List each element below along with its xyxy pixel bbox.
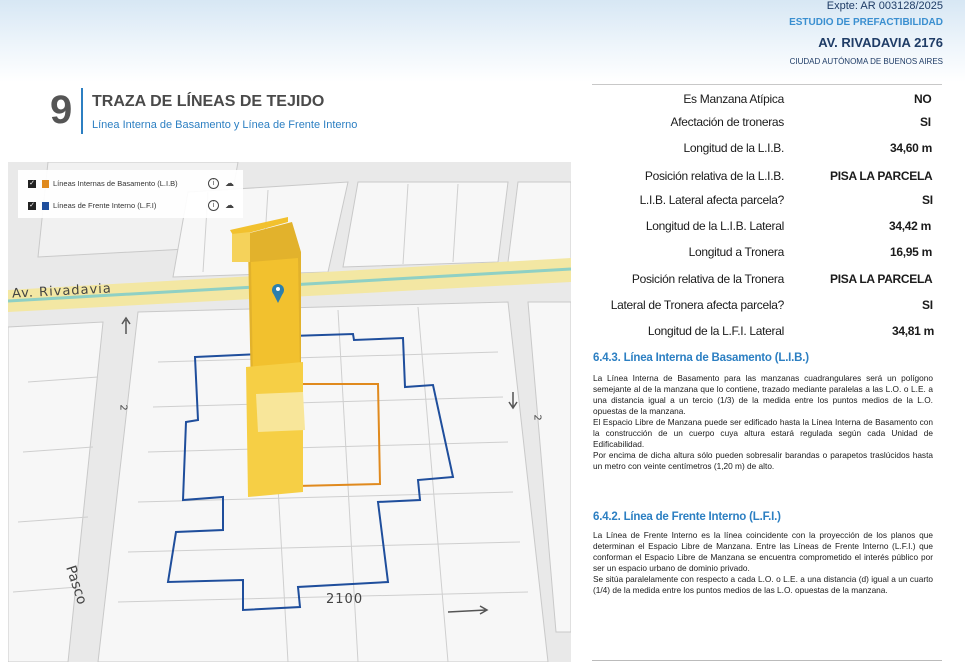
row-label: L.I.B. Lateral afecta parcela?	[639, 193, 784, 207]
footer-rule	[592, 660, 942, 661]
study-type: ESTUDIO DE PREFACTIBILIDAD	[789, 17, 943, 28]
row-value: 34,42 m	[889, 219, 931, 233]
street-marker-left: 2	[117, 404, 129, 411]
street-label-pasco: Pasco	[62, 563, 90, 607]
city-name: CIUDAD AUTÓNOMA DE BUENOS AIRES	[789, 57, 943, 66]
info-icon[interactable]: i	[208, 178, 219, 189]
section-title: TRAZA DE LÍNEAS DE TEJIDO	[92, 93, 325, 110]
street-marker-right: 2	[531, 414, 543, 421]
row-label: Afectación de troneras	[670, 115, 784, 129]
row-value: SI	[920, 115, 931, 129]
legend-label-lfi: Líneas de Frente Interno (L.F.I)	[53, 201, 157, 210]
map-canvas	[8, 162, 571, 662]
lib-text	[593, 373, 933, 472]
map-legend	[18, 170, 243, 218]
table-row	[592, 165, 942, 185]
table-row	[592, 215, 942, 235]
section-divider	[81, 88, 83, 134]
row-label: Es Manzana Atípica	[683, 92, 784, 106]
row-value: 34,60 m	[890, 141, 932, 155]
lib-heading: 6.4.3. Línea Interna de Basamento (L.I.B.)	[593, 352, 809, 364]
table-row	[592, 189, 942, 209]
row-value: PISA LA PARCELA	[830, 272, 933, 286]
table-row	[592, 88, 942, 108]
lfi-paragraph: Se sitúa paralelamente con respecto a cada L.O. o L.E. a una distancia (d) igual a un cuarto (1/4) de la medida entre los puntos medios de las L.O. opuestas de la manzana.	[593, 574, 933, 595]
legend-label-lib: Líneas Internas de Basamento (L.I.B)	[53, 179, 178, 188]
table-row	[592, 268, 942, 288]
row-value: 34,81 m	[892, 324, 934, 338]
row-label: Longitud a Tronera	[688, 245, 784, 259]
row-value: PISA LA PARCELA	[830, 169, 933, 183]
section-subtitle: Línea Interna de Basamento y Línea de Frente Interno	[92, 119, 358, 131]
info-icon[interactable]: i	[208, 200, 219, 211]
block-map[interactable]	[8, 162, 571, 662]
lib-paragraph: El Espacio Libre de Manzana puede ser edificado hasta la Línea Interna de Basamento con la construcción de un cuerpo cuya altura estará regulada según cada Unidad de Edificabilidad.	[593, 417, 933, 449]
street-label-rivadavia: Av. Rivadavia	[11, 281, 113, 302]
row-value: SI	[922, 193, 933, 207]
table-row	[592, 294, 942, 314]
row-label: Posición relativa de la Tronera	[631, 272, 784, 286]
row-label: Longitud de la L.I.B.	[683, 141, 784, 155]
lfi-heading: 6.4.2. Línea de Frente Interno (L.F.I.)	[593, 511, 781, 523]
cloud-icon[interactable]: ☁	[225, 200, 234, 210]
row-value: 16,95 m	[890, 245, 932, 259]
table-row	[592, 320, 942, 340]
row-value: SI	[922, 298, 933, 312]
street-number-label: 2100	[326, 592, 364, 607]
row-label: Longitud de la L.F.I. Lateral	[647, 324, 784, 338]
expediente-number: Expte: AR 003128/2025	[826, 0, 943, 12]
table-row	[592, 137, 942, 157]
table-row	[592, 111, 942, 131]
row-value: NO	[914, 92, 932, 106]
checkbox-checked-icon[interactable]: ✓	[29, 202, 35, 209]
checkbox-checked-icon[interactable]: ✓	[29, 180, 35, 187]
lib-color-swatch	[42, 180, 49, 188]
legend-item-lfi[interactable]	[28, 200, 238, 214]
lfi-text	[593, 530, 933, 596]
lib-paragraph: Por encima de dicha altura sólo pueden sobresalir barandas o parapetos traslúcidos hasta un metro con veinte centímetros (1,20 m) de alto.	[593, 450, 933, 471]
lib-paragraph: La Línea Interna de Basamento para las manzanas cuadrangulares será un polígono semejante al de la manzana que lo contiene, trazado mediante paralelas a las L.O. o L.E. a una distancia igual a un tercio (1/3) de la medida entre los puntos medios de la L.O. opuestas de la manzana.	[593, 373, 933, 416]
lfi-color-swatch	[42, 202, 49, 210]
legend-item-lib[interactable]	[28, 178, 238, 192]
section-number: 9	[50, 88, 73, 132]
cloud-icon[interactable]: ☁	[225, 178, 234, 188]
table-row	[592, 241, 942, 261]
table-top-rule	[592, 84, 942, 85]
row-label: Longitud de la L.I.B. Lateral	[645, 219, 784, 233]
row-label: Posición relativa de la L.I.B.	[644, 169, 784, 183]
row-label: Lateral de Tronera afecta parcela?	[610, 298, 784, 312]
lfi-paragraph: La Línea de Frente Interno es la línea coincidente con la proyección de los planos que determinan el Espacio Libre de Manzana. Entre las Líneas de Frente Interno (L.F.I.) que conforman el Espacio Libre de Manzana se encuentra comprometido el interés público por ser un espacio urbano de dominio privado.	[593, 530, 933, 573]
property-address: AV. RIVADAVIA 2176	[818, 35, 943, 50]
